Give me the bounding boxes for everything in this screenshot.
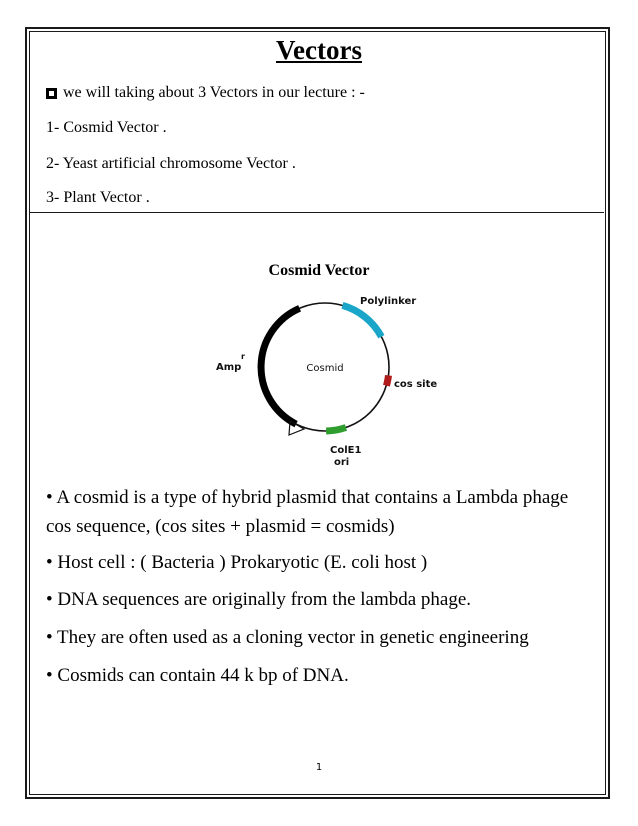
amp-superscript: r bbox=[241, 352, 245, 361]
list-item: 3- Plant Vector . bbox=[46, 189, 150, 206]
paragraph: • They are often used as a cloning vector in genetic engineering bbox=[46, 627, 529, 648]
amp-label: Amp bbox=[216, 362, 242, 373]
list-item: 1- Cosmid Vector . bbox=[46, 119, 167, 136]
center-label: Cosmid bbox=[306, 363, 344, 374]
paragraph: • Cosmids can contain 44 k bp of DNA. bbox=[46, 665, 349, 686]
polylinker-segment bbox=[343, 305, 382, 336]
colE1-ori-segment bbox=[326, 428, 346, 432]
paragraph: • DNA sequences are originally from the lambda phage. bbox=[46, 589, 472, 610]
cos-site-segment bbox=[386, 375, 388, 385]
amp-resistance-segment bbox=[261, 308, 300, 424]
intro-text: we will taking about 3 Vectors in our lecture : - bbox=[63, 84, 365, 101]
intro-line bbox=[46, 84, 365, 102]
section-divider bbox=[30, 212, 604, 213]
page-number: 1 bbox=[315, 762, 323, 773]
polylinker-label: Polylinker bbox=[360, 296, 417, 307]
list-item: 2- Yeast artificial chromosome Vector . bbox=[46, 155, 296, 172]
ori-label: ori bbox=[334, 457, 350, 468]
square-bullet-icon bbox=[46, 88, 57, 99]
colE1-label: ColE1 bbox=[330, 445, 362, 456]
figure-title: Cosmid Vector bbox=[268, 262, 370, 279]
paragraph: • Host cell : ( Bacteria ) Prokaryotic (E. coli host ) bbox=[46, 552, 428, 573]
cosmid-vector-diagram bbox=[200, 288, 440, 468]
page-title: Vectors bbox=[276, 35, 362, 65]
paragraph: • A cosmid is a type of hybrid plasmid that contains a Lambda phage cos sequence, (cos sites + plasmid = cosmids) bbox=[46, 487, 569, 537]
cos-site-label: cos site bbox=[394, 379, 438, 390]
